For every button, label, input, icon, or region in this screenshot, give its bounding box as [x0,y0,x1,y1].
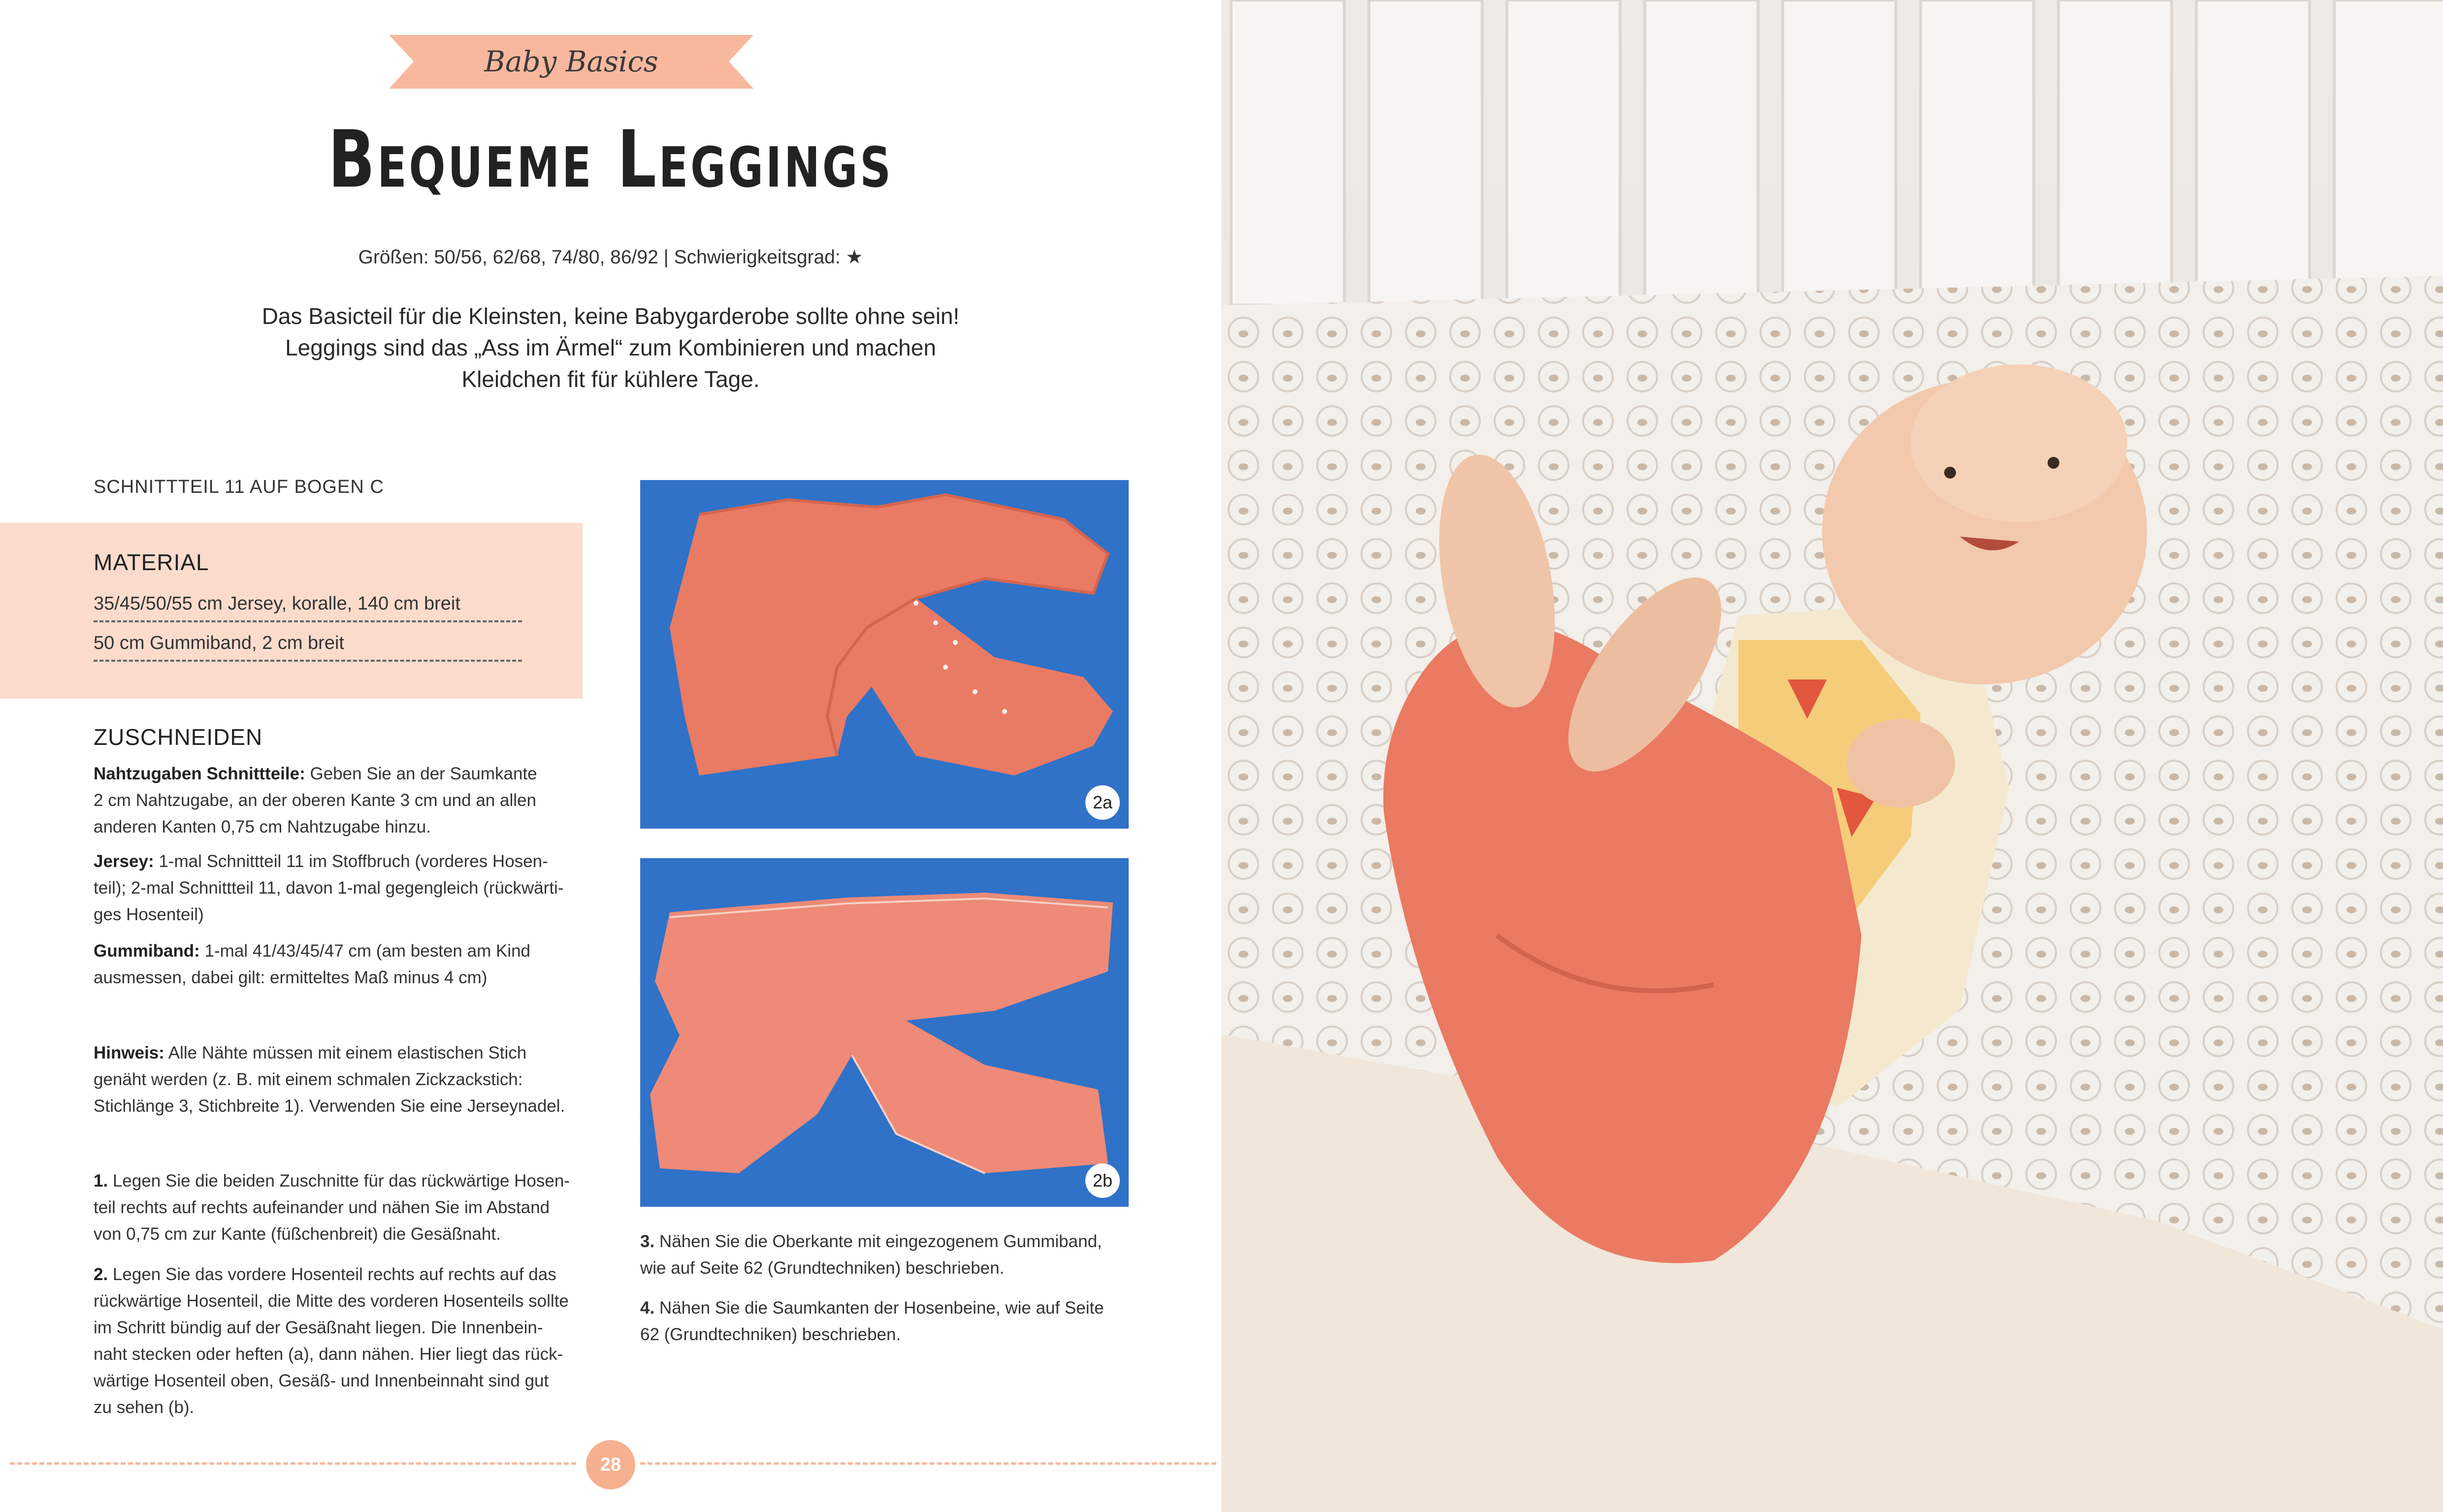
jersey-paragraph [94,848,581,928]
step-1 [94,1168,581,1248]
text-line: 62 (Grundtechniken) beschrieben. [640,1325,901,1344]
photo-step-2b [640,858,1129,1207]
text-line: Nähen Sie die Saumkanten der Hosenbeine, wie auf Seite [654,1298,1104,1318]
text-line: Stichlänge 3, Stichbreite 1). Verwenden Sie eine Jerseynadel. [94,1096,565,1116]
text-line: von 0,75 cm zur Kante (füßchenbreit) die Gesäßnaht. [94,1224,501,1244]
step-3 [640,1228,1133,1282]
material-item: 50 cm Gummiband, 2 cm breit [94,633,522,662]
step-2 [94,1261,581,1421]
text-line: Alle Nähte müssen mit einem elastischen Stich [164,1043,527,1062]
allowances-label: Nahtzugaben Schnittteile: [94,764,305,783]
text-line: teil rechts auf rechts aufeinander und nähen Sie im Abstand [94,1198,550,1217]
step-4 [640,1295,1133,1348]
section-banner [389,31,753,93]
text-line: Nähen Sie die Oberkante mit eingezogenem Gummiband, [654,1232,1102,1251]
text-line: 2 cm Nahtzugabe, an der oberen Kante 3 cm und an allen [94,791,536,810]
text-line: anderen Kanten 0,75 cm Nahtzugabe hinzu. [94,817,431,836]
leggings-sewn-illustration [640,858,1129,1207]
text-line: 1-mal Schnittteil 11 im Stoffbruch (vorderes Hosen- [154,852,548,871]
step-number: 4. [640,1298,655,1318]
baby-photo-illustration [1221,0,2443,1512]
photo-step-2a [640,480,1129,829]
text-line: wärtige Hosenteil oben, Gesäß- und Innenbeinnaht sind gut [94,1371,549,1390]
text-line: ges Hosenteil) [94,905,204,924]
text-line: Legen Sie die beiden Zuschnitte für das rückwärtige Hosen- [108,1171,570,1190]
page-title: Bequeme Leggings [328,113,893,205]
page-number: 28 [586,1440,635,1489]
intro-text [217,300,1005,395]
material-item: 35/45/50/55 cm Jersey, koralle, 140 cm breit [94,593,522,622]
left-page [0,0,1221,1512]
footer-divider [10,1462,576,1465]
text-line: im Schritt bündig auf der Gesäßnaht liegen. Die Innenbein- [94,1318,543,1337]
baby-photograph [1221,0,2443,1512]
footer-divider [640,1462,1216,1465]
text-line: genäht werden (z. B. mit einem schmalen Zickzackstich: [94,1070,523,1089]
step-number: 3. [640,1232,655,1251]
text-line: teil); 2-mal Schnittteil 11, davon 1-mal gegengleich (rückwärti- [94,878,564,898]
allowances-paragraph [94,761,581,840]
note-label: Hinweis: [94,1043,164,1062]
note-paragraph [94,1040,581,1120]
photo-label-2b: 2b [1085,1163,1120,1198]
elastic-paragraph [94,938,581,991]
text-line: zu sehen (b). [94,1398,195,1417]
intro-line: Leggings sind das „Ass im Ärmel“ zum Kombinieren und machen [285,335,936,360]
leggings-pinned-illustration [640,480,1129,829]
text-line: naht stecken oder heften (a), dann nähen. Hier liegt das rück- [94,1345,563,1364]
text-line: rückwärtige Hosenteil, die Mitte des vorderen Hosenteils sollte [94,1291,569,1311]
intro-line: Das Basicteil für die Kleinsten, keine Babygarderobe sollte ohne sein! [261,303,960,329]
photo-label-2a: 2a [1085,785,1120,820]
pattern-reference: SCHNITTTEIL 11 AUF BOGEN C [94,477,384,497]
text-line: ausmessen, dabei gilt: ermitteltes Maß minus 4 cm) [94,968,488,987]
banner-label: Baby Basics [484,45,658,78]
text-line: Legen Sie das vordere Hosenteil rechts auf rechts auf das [108,1265,556,1284]
intro-line: Kleidchen fit für kühlere Tage. [461,366,760,392]
sizes-difficulty-line: Größen: 50/56, 62/68, 74/80, 86/92 | Schwierigkeitsgrad: ★ [358,247,863,268]
jersey-label: Jersey: [94,852,154,871]
text-line: wie auf Seite 62 (Grundtechniken) beschrieben. [640,1258,1005,1278]
cutting-heading: ZUSCHNEIDEN [94,724,263,750]
step-number: 1. [94,1171,108,1190]
text-line: 1-mal 41/43/45/47 cm (am besten am Kind [199,941,530,961]
material-heading: MATERIAL [94,549,209,575]
elastic-label: Gummiband: [94,941,200,961]
text-line: Geben Sie an der Saumkante [305,764,537,783]
step-number: 2. [94,1265,108,1284]
